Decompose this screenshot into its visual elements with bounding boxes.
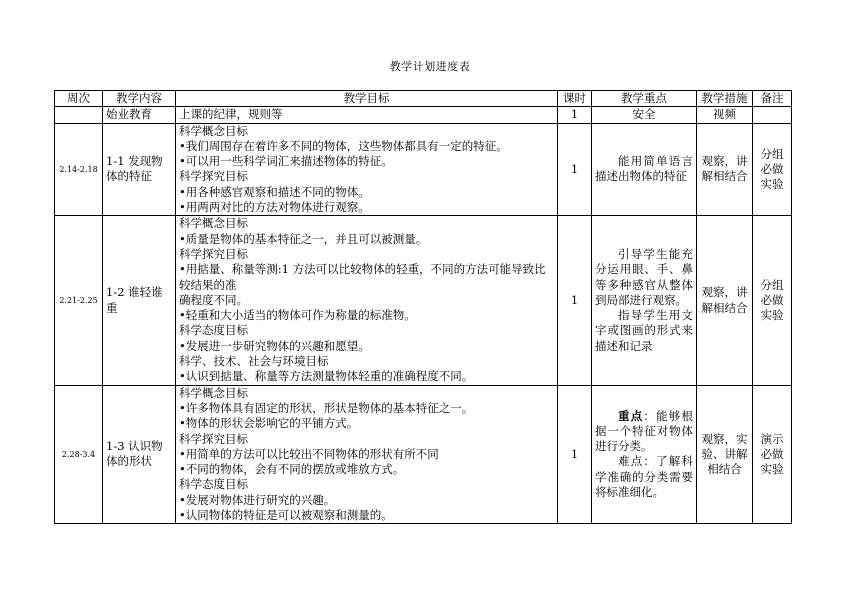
goal-line: 科学探究目标 [179, 246, 248, 261]
week-cell: 2.28-3.4 [55, 385, 103, 524]
header-row [55, 91, 792, 107]
goal-line: 科学态度目标 [179, 477, 248, 492]
goal-line: •质量是物体的基本特征之一，并且可以被测量。 [179, 231, 428, 246]
content-cell: 1-1 发现物体的特征 [103, 123, 176, 216]
goal-line: 上课的纪律，规则等 [179, 107, 283, 122]
header-note: 备注 [753, 91, 792, 107]
goal-line: •用掂量、称量等测:1 方法可以比较物体的轻重，不同的方法可能导致比较结果的准 [179, 262, 546, 292]
table-row [55, 123, 792, 216]
focus-paragraph [595, 308, 693, 354]
goal-line: •用两两对比的方法对物体进行观察。 [179, 200, 370, 215]
focus-text: 能用简单语言描述出物体的特征 [595, 154, 693, 184]
teaching-plan-table [54, 90, 792, 524]
goal-line: •物体的形状会影响它的平铺方式。 [179, 416, 359, 431]
focus-cell [592, 107, 697, 123]
goal-line: •用简单的方法可以比较出不同物体的形状有所不同 [179, 446, 439, 461]
goals-cell [176, 123, 558, 216]
content-cell: 始业教育 [103, 107, 176, 123]
goal-line: 科学探究目标 [179, 431, 248, 446]
focus-label: 重点 [618, 408, 644, 423]
goal-line: •许多物体具有固定的形状，形状是物体的基本特征之一。 [179, 400, 474, 415]
content-cell: 1-2 谁轻谁重 [103, 216, 176, 385]
goal-line: •我们周围存在着许多不同的物体，这些物体都具有一定的特征。 [179, 138, 508, 153]
focus-paragraph [595, 107, 693, 122]
header-week: 周次 [55, 91, 103, 107]
focus-paragraph [595, 454, 693, 500]
goal-line: •认同物体的特征是可以被观察和测量的。 [179, 508, 393, 523]
focus-text: 引导学生能充分运用眼、手、鼻等多种感官从整体到局部进行观察。 [595, 246, 693, 307]
focus-text: 指导学生用文字或图画的形式来描述和记录 [595, 308, 693, 353]
goals-cell [176, 216, 558, 385]
hours-cell: 1 [558, 385, 592, 524]
goal-line: •认识到掂量、称量等方法测量物体轻重的准确程度不同。 [179, 369, 474, 384]
hours-cell: 1 [558, 107, 592, 123]
goal-line: 科学概念目标 [179, 123, 248, 138]
focus-paragraph [595, 247, 693, 308]
focus-cell [592, 123, 697, 216]
header-measure: 教学措施 [697, 91, 753, 107]
hours-cell: 1 [558, 216, 592, 385]
goal-line: •可以用一些科学词汇来描述物体的特征。 [179, 154, 393, 169]
content-cell: 1-3 认识物体的形状 [103, 385, 176, 524]
table-row [55, 385, 792, 524]
goals-cell [176, 107, 558, 123]
measure-cell: 观察，讲解相结合 [697, 216, 753, 385]
note-cell [753, 107, 792, 123]
goal-line: 科学概念目标 [179, 216, 248, 231]
focus-paragraph [595, 154, 693, 185]
header-focus: 教学重点 [592, 91, 697, 107]
header-content: 教学内容 [103, 91, 176, 107]
note-cell: 分组必做实验 [753, 123, 792, 216]
focus-text: 难点：了解科学准确的分类需要将标准细化。 [595, 454, 693, 500]
page-title: 教学计划进度表 [389, 60, 471, 73]
goal-line: •用各种感官观察和描述不同的物体。 [179, 184, 370, 199]
goal-line: 科学概念目标 [179, 385, 248, 400]
header-hours: 课时 [558, 91, 592, 107]
focus-cell [592, 216, 697, 385]
goals-cell [176, 385, 558, 524]
goal-line: 科学态度目标 [179, 323, 248, 338]
table-row [55, 216, 792, 385]
measure-cell: 观察，讲解相结合 [697, 123, 753, 216]
goal-line: •发展对物体进行研究的兴趣。 [179, 492, 336, 507]
measure-cell: 观察，实验、讲解相结合 [697, 385, 753, 524]
hours-cell: 1 [558, 123, 592, 216]
goal-line: 科学、技术、社会与环境目标 [179, 354, 329, 369]
goal-line: •不同的物体，会有不同的摆放或堆放方式。 [179, 462, 405, 477]
table-body [55, 107, 792, 524]
focus-cell [592, 385, 697, 524]
goal-line: 科学探究目标 [179, 169, 248, 184]
goal-line: •轻重和大小适当的物体可作为称量的标准物。 [179, 308, 416, 323]
week-cell: 2.14-2.18 [55, 123, 103, 216]
goal-line: 确程度不同。 [179, 292, 248, 307]
week-cell: 2.21-2.25 [55, 216, 103, 385]
note-cell: 演示必做实验 [753, 385, 792, 524]
header-goals: 教学目标 [176, 91, 558, 107]
focus-paragraph [595, 409, 693, 455]
week-cell [55, 107, 103, 123]
note-cell: 分组必做实验 [753, 216, 792, 385]
focus-text: ：能够根据一个特征对物体进行分类。 [595, 408, 694, 454]
measure-cell: 视频 [697, 107, 753, 123]
focus-text: 安全 [632, 107, 656, 122]
goal-line: •发展进一步研究物体的兴趣和愿望。 [179, 338, 370, 353]
table-row [55, 107, 792, 123]
